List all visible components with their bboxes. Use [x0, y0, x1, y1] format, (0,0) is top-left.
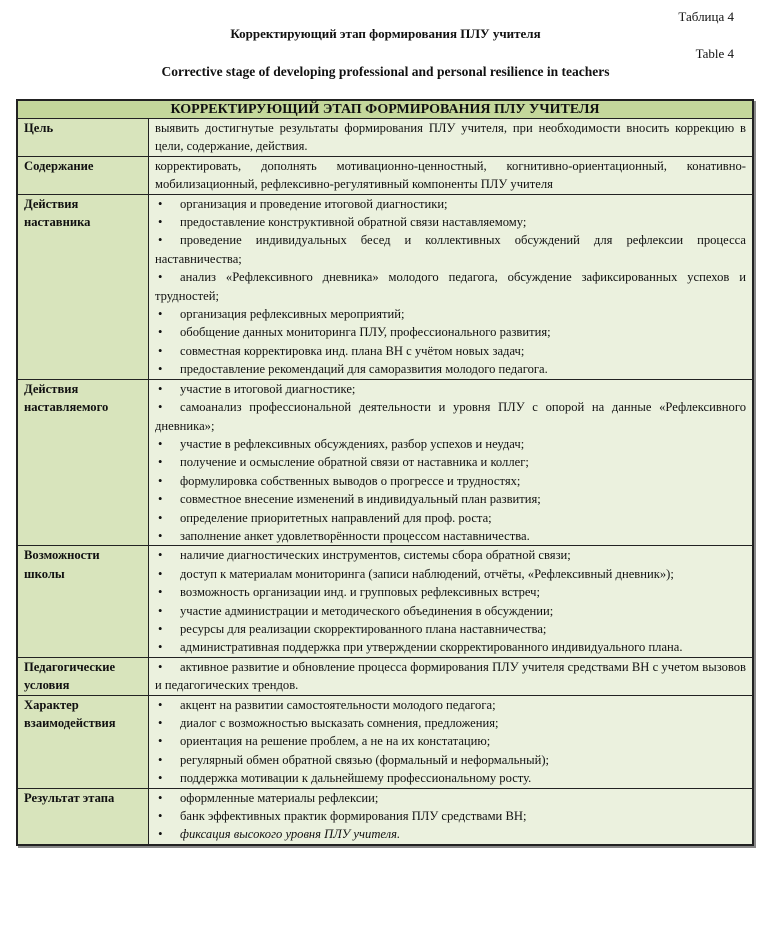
- list-item: [155, 398, 746, 435]
- bullet-icon: •: [158, 566, 163, 581]
- bullet-icon: •: [158, 659, 163, 674]
- list-item-text: организация рефлексивных мероприятий;: [180, 307, 405, 322]
- bullet-icon: •: [158, 528, 163, 543]
- bullet-icon: •: [158, 381, 163, 396]
- list-item-text: совместное внесение изменений в индивидуальный план развития;: [180, 492, 541, 507]
- table-title-ru: Корректирующий этап формирования ПЛУ учителя: [230, 26, 541, 41]
- list-item: [155, 509, 746, 527]
- list-item: [155, 213, 746, 231]
- list-item: [155, 769, 746, 787]
- table-row: [17, 379, 753, 546]
- list-item-text: регулярный обмен обратной связью (формальный и неформальный);: [180, 752, 550, 767]
- row-label: Содержание: [17, 156, 149, 194]
- list-item-text: обобщение данных мониторинга ПЛУ, профессионального развития;: [180, 325, 551, 340]
- list-item-text: проведение индивидуальных бесед и коллективных обсуждений для рефлексии процесса наставничества;: [155, 233, 746, 266]
- list-item-text: совместная корректировка инд. плана ВН с учётом новых задач;: [180, 343, 525, 358]
- list-item-text: возможность организации инд. и групповых рефлексивных встреч;: [180, 585, 541, 600]
- bullet-icon: •: [158, 697, 163, 712]
- list-item-text: административная поддержка при утверждении скорректированного индивидуального плана.: [180, 640, 683, 655]
- row-content: [149, 657, 754, 695]
- bullet-icon: •: [158, 362, 163, 377]
- list-item: [155, 490, 746, 508]
- list-item: [155, 751, 746, 769]
- row-label: Педагогические условия: [17, 657, 149, 695]
- list-item: [155, 380, 746, 398]
- bullet-icon: •: [158, 436, 163, 451]
- list-item: [155, 195, 746, 213]
- bullet-icon: •: [158, 752, 163, 767]
- bullet-icon: •: [158, 716, 163, 730]
- table-row: [17, 657, 753, 695]
- bullet-icon: •: [158, 790, 163, 805]
- bullet-icon: •: [158, 734, 163, 749]
- list-item: [155, 305, 746, 323]
- row-text: корректировать, дополнять мотивационно-ценностный, когнитивно-ориентационный, конативно-мобилизационный, рефлексивно-регулятивный компоненты ПЛУ учителя: [155, 158, 746, 192]
- bullet-icon: •: [158, 307, 163, 322]
- list-item: [155, 658, 746, 695]
- bullet-icon: •: [158, 809, 163, 824]
- table-row: [17, 119, 753, 157]
- row-content: [149, 194, 754, 379]
- list-item-text: наличие диагностических инструментов, системы сбора обратной связи;: [180, 548, 571, 563]
- table-row: [17, 788, 753, 845]
- list-item-text: определение приоритетных направлений для проф. роста;: [180, 510, 492, 525]
- table-number-ru: Таблица 4: [678, 9, 734, 24]
- bullet-icon: •: [158, 621, 163, 636]
- row-text: выявить достигнутые результаты формирования ПЛУ учителя, при необходимости вносить коррекцию в цели, содержание, действия.: [155, 121, 746, 154]
- list-item: [155, 638, 746, 656]
- list-item-text: участие администрации и методического объединения в обсуждении;: [180, 603, 554, 618]
- table-row: [17, 695, 753, 788]
- list-item-text: доступ к материалам мониторинга (записи наблюдений, отчёты, «Рефлексивный дневник»);: [180, 566, 674, 581]
- list-item-text: организация и проведение итоговой диагностики;: [180, 196, 448, 211]
- list-item: [155, 360, 746, 378]
- list-item-text: ориентация на решение проблем, а не на их констатацию;: [180, 734, 491, 749]
- bullet-icon: •: [158, 548, 163, 563]
- bullet-icon: •: [158, 455, 163, 470]
- table-row: [17, 194, 753, 379]
- row-label: Результат этапа: [17, 788, 149, 845]
- row-content: [149, 156, 754, 194]
- list-item-text: участие в рефлексивных обсуждениях, разбор успехов и неудач;: [180, 436, 525, 451]
- bullet-icon: •: [158, 233, 163, 248]
- corrective-stage-table: [16, 99, 754, 846]
- list-item-text: формулировка собственных выводов о прогрессе и трудностях;: [180, 473, 521, 488]
- bullet-icon: •: [158, 603, 163, 618]
- list-item: [155, 527, 746, 545]
- table-title-en: Corrective stage of developing professional and personal resilience in teachers: [161, 64, 610, 79]
- list-item: [155, 789, 746, 807]
- list-item-text: заполнение анкет удовлетворённости процессом наставничества.: [180, 528, 530, 543]
- row-label: Действия наставника: [17, 194, 149, 379]
- row-content: [149, 546, 754, 657]
- table-header: КОРРЕКТИРУЮЩИЙ ЭТАП ФОРМИРОВАНИЯ ПЛУ УЧИТЕЛЯ: [17, 100, 753, 119]
- list-item: [155, 453, 746, 471]
- table-number-en: Table 4: [695, 46, 734, 61]
- bullet-icon: •: [158, 510, 163, 525]
- list-item-text: диалог с возможностью высказать сомнения, предложения;: [180, 716, 499, 730]
- list-item-text: активное развитие и обновление процесса формирования ПЛУ учителя средствами ВН с учетом вызовов и педагогических трендов.: [155, 659, 746, 693]
- bullet-icon: •: [158, 270, 163, 285]
- row-content: [149, 119, 754, 157]
- list-item: [155, 602, 746, 620]
- bullet-icon: •: [158, 492, 163, 507]
- list-item-text: фиксация высокого уровня ПЛУ учителя.: [180, 827, 401, 842]
- list-item: [155, 565, 746, 583]
- list-item: [155, 714, 746, 732]
- list-item-text: акцент на развитии самостоятельности молодого педагога;: [180, 697, 496, 712]
- list-item-text: ресурсы для реализации скорректированного плана наставничества;: [180, 621, 547, 636]
- bullet-icon: •: [158, 325, 163, 340]
- row-label: Действия наставляемого: [17, 379, 149, 546]
- bullet-icon: •: [158, 196, 163, 211]
- bullet-icon: •: [158, 343, 163, 358]
- list-item-text: оформленные материалы рефлексии;: [180, 790, 379, 805]
- list-item: [155, 342, 746, 360]
- row-content: [149, 788, 754, 845]
- list-item-text: анализ «Рефлексивного дневника» молодого педагога, обсуждение зафиксированных успехов и трудностей;: [155, 270, 746, 303]
- bullet-icon: •: [158, 827, 163, 842]
- list-item-text: банк эффективных практик формирования ПЛУ средствами ВН;: [180, 809, 527, 824]
- list-item: [155, 268, 746, 305]
- list-item-text: самоанализ профессиональной деятельности и уровня ПЛУ с опорой на данные «Рефлексивного дневника»;: [155, 400, 746, 433]
- row-content: [149, 695, 754, 788]
- list-item: [155, 323, 746, 341]
- list-item: [155, 825, 746, 843]
- table-row: [17, 546, 753, 657]
- row-label: Возможности школы: [17, 546, 149, 657]
- list-item: [155, 435, 746, 453]
- list-item-text: предоставление рекомендаций для саморазвития молодого педагога.: [180, 362, 548, 377]
- list-item-text: предоставление конструктивной обратной связи наставляемому;: [180, 215, 527, 230]
- bullet-icon: •: [158, 771, 163, 786]
- bullet-icon: •: [158, 473, 163, 488]
- list-item-text: получение и осмысление обратной связи от наставника и коллег;: [180, 455, 529, 470]
- bullet-icon: •: [158, 215, 163, 230]
- list-item-text: поддержка мотивации к дальнейшему профессиональному росту.: [180, 771, 532, 786]
- list-item-text: участие в итоговой диагностике;: [180, 381, 356, 396]
- list-item: [155, 472, 746, 490]
- list-item: [155, 583, 746, 601]
- bullet-icon: •: [158, 640, 163, 655]
- table-header-row: [17, 100, 753, 119]
- list-item: [155, 807, 746, 825]
- row-content: [149, 379, 754, 546]
- bullet-icon: •: [158, 585, 163, 600]
- list-item: [155, 696, 746, 714]
- row-label: Цель: [17, 119, 149, 157]
- list-item: [155, 732, 746, 750]
- row-label: Характер взаимодействия: [17, 695, 149, 788]
- table-row: [17, 156, 753, 194]
- list-item: [155, 546, 746, 564]
- bullet-icon: •: [158, 400, 163, 415]
- list-item: [155, 231, 746, 268]
- list-item: [155, 620, 746, 638]
